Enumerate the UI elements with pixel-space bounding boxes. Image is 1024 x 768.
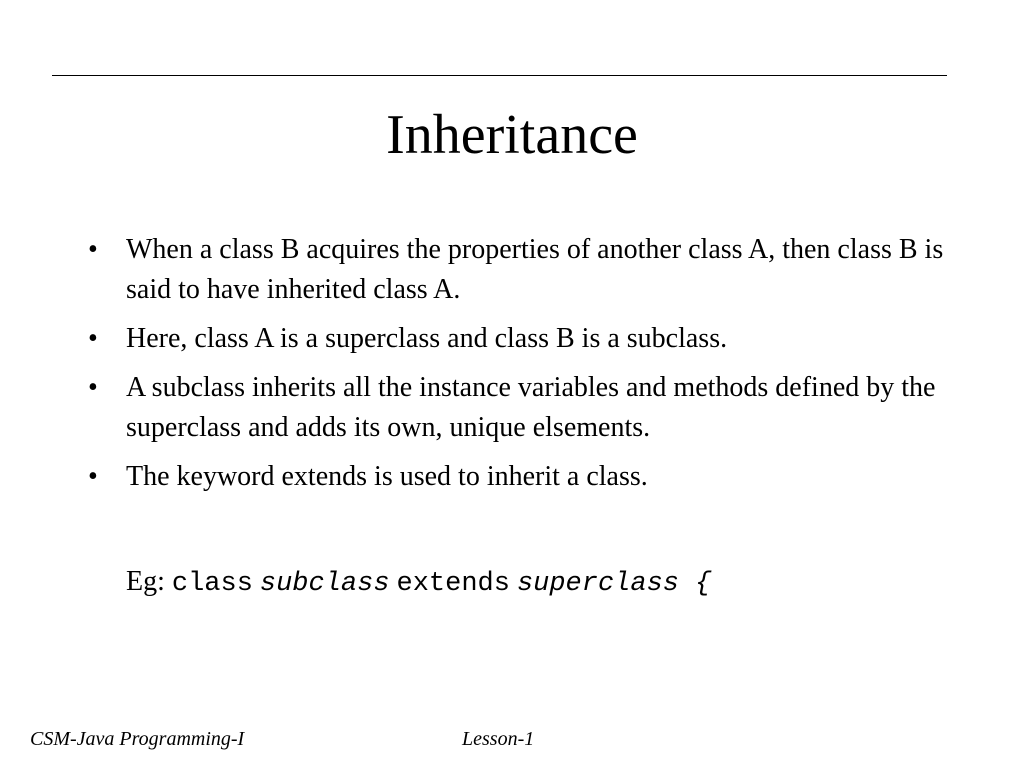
top-divider [52,75,947,76]
footer-lesson: Lesson-1 [462,728,535,750]
code-example [126,562,711,604]
bullet-item [88,457,948,497]
bullet-dot-icon: • [88,461,98,492]
bullet-text: The keyword extends is used to inherit a class. [126,461,648,492]
bullet-dot-icon: • [88,372,98,403]
bullet-item [88,368,948,448]
bullet-text: Here, class A is a superclass and class B is a subclass. [126,323,728,354]
bullet-item [88,319,948,359]
code-keyword-class: class [171,569,253,599]
code-subclass-name: subclass [259,569,390,599]
code-superclass-name: superclass { [516,569,712,599]
bullet-dot-icon: • [88,323,98,354]
bullet-item [88,230,948,310]
example-label: Eg: [126,566,165,597]
bullet-text: When a class B acquires the properties of another class A, then class B is said to have inherited class A. [126,234,944,305]
code-keyword-extends: extends [396,569,510,599]
bullet-text: A subclass inherits all the instance variables and methods defined by the superclass and adds its own, unique elsements. [126,372,936,443]
bullet-list [88,230,948,506]
slide-title: Inheritance [386,104,638,166]
footer-course: CSM-Java Programming-I [30,728,245,750]
bullet-dot-icon: • [88,234,98,265]
